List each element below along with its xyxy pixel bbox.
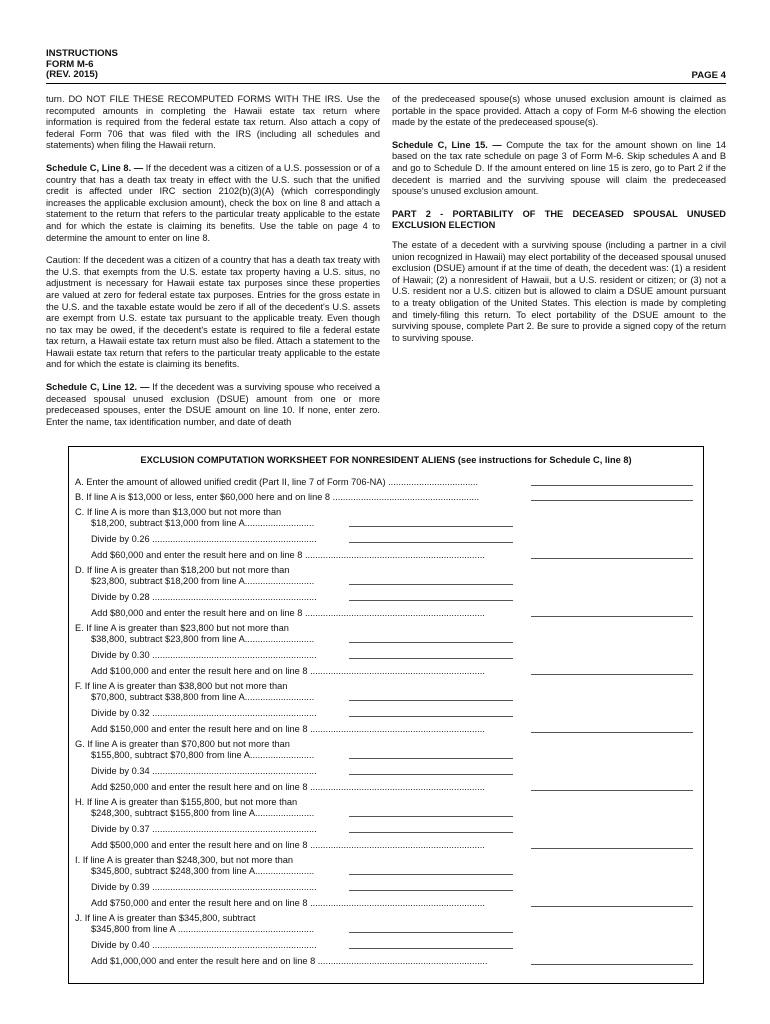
- answer-field-c[interactable]: [531, 558, 693, 559]
- paragraph-line-8: [46, 163, 380, 244]
- worksheet-line-i2: $345,800, subtract $248,300 from line A.......................: [91, 866, 315, 876]
- worksheet-line-h3: Divide by 0.37 ................................................................: [91, 824, 317, 834]
- worksheet-line-i3: Divide by 0.39 ................................................................: [91, 882, 317, 892]
- input-field-d-subtract[interactable]: [349, 584, 513, 585]
- answer-field-d[interactable]: [531, 616, 693, 617]
- input-field-e-divide[interactable]: [349, 658, 513, 659]
- worksheet-line-c3: Divide by 0.26 ................................................................: [91, 534, 317, 544]
- worksheet-line-e1: E. If line A is greater than $23,800 but not more than: [75, 623, 289, 633]
- answer-field-e[interactable]: [531, 674, 693, 675]
- worksheet-line-j4: Add $1,000,000 and enter the result here and on line 8 ..................................................................: [91, 956, 488, 966]
- worksheet-line-c2: $18,200, subtract $13,000 from line A...........................: [91, 518, 315, 528]
- worksheet-line-b: B. If line A is $13,000 or less, enter $60,000 here and on line 8 .........................................................: [75, 492, 480, 502]
- worksheet-line-c1: C. If line A is more than $13,000 but not more than: [75, 507, 282, 517]
- input-field-h-subtract[interactable]: [349, 816, 513, 817]
- answer-field-f[interactable]: [531, 732, 693, 733]
- subheading-line-8: Schedule C, Line 8. —: [46, 162, 144, 173]
- answer-field-h[interactable]: [531, 848, 693, 849]
- worksheet-line-j2: $345,800 from line A .....................................................: [91, 924, 315, 934]
- paragraph-caution: Caution: If the decedent was a citizen of a country that has a death tax treaty with the U.S. that exempts from the U.S. estate tax property having a U.S. situs, no adjustment is necessary for Hawaii estate tax purposes since these properties are valued at zero for federal estate tax purposes. Entries for the gross estate in the U.S. and the taxable estate would be zero if all of the decedent's U.S. assets are exempt from U.S. estate tax pursuant to the applicable treaty. Even though no tax may be owed, if the decedent's estate is required to file a federal estate tax return, a Hawaii estate tax return must also be filed. Attach a statement to the Hawaii estate tax return that refers to the particular treaty applicable to the estate and for which the estate is claiming its benefits.: [46, 255, 380, 370]
- input-field-f-divide[interactable]: [349, 716, 513, 717]
- worksheet-line-g3: Divide by 0.34 ................................................................: [91, 766, 317, 776]
- worksheet-line-e3: Divide by 0.30 ................................................................: [91, 650, 317, 660]
- worksheet-line-h1: H. If line A is greater than $155,800, but not more than: [75, 797, 298, 807]
- worksheet-line-g2: $155,800, subtract $70,800 from line A.........................: [91, 750, 315, 760]
- worksheet-line-e2: $38,800, subtract $23,800 from line A...........................: [91, 634, 315, 644]
- worksheet-line-g1: G. If line A is greater than $70,800 but not more than: [75, 739, 290, 749]
- input-field-d-divide[interactable]: [349, 600, 513, 601]
- line-15-text: Compute the tax for the amount shown on line 14 based on the tax rate schedule on page 3 of Form M-6. Skip schedules A and B and go to Schedule D. If the amount entered on line 15 is zero, go to Part 2 if the decedent is married and the surviving spouse will claim the predeceased spouse's unused exclusion amount.: [392, 139, 726, 197]
- input-field-h-divide[interactable]: [349, 832, 513, 833]
- worksheet-line-f4: Add $150,000 and enter the result here and on line 8 ....................................................................: [91, 724, 485, 734]
- input-field-j-divide[interactable]: [349, 948, 513, 949]
- answer-field-g[interactable]: [531, 790, 693, 791]
- input-field-c-subtract[interactable]: [349, 526, 513, 527]
- worksheet-line-f1: F. If line A is greater than $38,800 but not more than: [75, 681, 288, 691]
- input-field-c-divide[interactable]: [349, 542, 513, 543]
- worksheet-line-e4: Add $100,000 and enter the result here and on line 8 ....................................................................: [91, 666, 485, 676]
- line-8-text: If the decedent was a citizen of a U.S. possession or of a country that has a death tax treaty in effect with the U.S. such that the unified credit is affected under IRC section 2102(b)(3)(A) (which correspondingly increases the applicable exclusion amount), check the box on line 8 and attach a statement to the return that refers to the particular treaty applicable to the estate and for which the estate is claiming its benefits. Use the table on page 4 to determine the amount to enter on line 8.: [46, 162, 380, 243]
- worksheet-line-i1: I. If line A is greater than $248,300, but not more than: [75, 855, 294, 865]
- input-field-i-divide[interactable]: [349, 890, 513, 891]
- worksheet-line-d2: $23,800, subtract $18,200 from line A...........................: [91, 576, 315, 586]
- paragraph-portability: The estate of a decedent with a surviving spouse (including a partner in a civil union recognized in Hawaii) may elect portability of the deceased spousal unused exclusion (DSUE) amount if at the time of death, the decedent was: (1) a resident of Hawaii; (2) a nonresident of Hawaii, but a U.S. resident or citizen; or (3) not a U.S. resident nor a U.S. citizen but is allowed to claim a DSUE amount pursuant to a treaty obligation of the United States. This election is made by completing and timely-filing this return. To elect portability of the DSUE amount to the surviving spouse, complete Part 2. Be sure to provide a signed copy of the return to surviving spouse.: [392, 239, 726, 343]
- header-revision: (REV. 2015): [46, 69, 98, 81]
- left-column: [46, 94, 380, 439]
- worksheet-line-i4: Add $750,000 and enter the result here and on line 8 ....................................................................: [91, 898, 485, 908]
- worksheet-line-j3: Divide by 0.40 ................................................................: [91, 940, 317, 950]
- paragraph-line-15: [392, 140, 726, 198]
- worksheet-line-d3: Divide by 0.28 ................................................................: [91, 592, 317, 602]
- worksheet-line-h4: Add $500,000 and enter the result here and on line 8 ....................................................................: [91, 840, 485, 850]
- page-header: [46, 49, 726, 81]
- answer-field-a[interactable]: [531, 485, 693, 486]
- worksheet-line-d1: D. If line A is greater than $18,200 but not more than: [75, 565, 290, 575]
- input-field-g-divide[interactable]: [349, 774, 513, 775]
- subheading-line-12: Schedule C, Line 12. —: [46, 382, 150, 393]
- worksheet-line-j1: J. If line A is greater than $345,800, subtract: [75, 913, 256, 923]
- worksheet-line-d4: Add $80,000 and enter the result here and on line 8 ......................................................................: [91, 608, 485, 618]
- paragraph-predeceased: of the predeceased spouse(s) whose unused exclusion amount is claimed as portable in the space provided. Attach a copy of Form M-6 showing the election made by the estate of the predeceased spouse(s).: [392, 94, 726, 128]
- paragraph-line-12: [46, 382, 380, 428]
- header-instructions: INSTRUCTIONS: [46, 48, 118, 59]
- part-2-heading: PART 2 - PORTABILITY OF THE DECEASED SPOUSAL UNUSED EXCLUSION ELECTION: [392, 208, 726, 231]
- right-column: [392, 94, 726, 355]
- exclusion-worksheet: [68, 446, 704, 984]
- input-field-i-subtract[interactable]: [349, 874, 513, 875]
- input-field-j-subtract[interactable]: [349, 932, 513, 933]
- worksheet-title: EXCLUSION COMPUTATION WORKSHEET FOR NONRESIDENT ALIENS (see instructions for Schedule C, line 8): [140, 455, 632, 465]
- paragraph-recompute: turn. DO NOT FILE THESE RECOMPUTED FORMS WITH THE IRS. Use the recomputed amounts in completing the Hawaii estate tax return where information is required from the federal estate tax return. Also attach a copy of federal Form 706 that was filed with the IRS (including all schedules and statements) when filing the Hawaii return.: [46, 94, 380, 151]
- worksheet-line-f3: Divide by 0.32 ................................................................: [91, 708, 317, 718]
- line-12-text: If the decedent was a surviving spouse who received a deceased spousal unused exclusion (DSUE) amount from one or more predeceased spouses, enter the DSUE amount on line 10. If none, enter zero. Enter the name, tax identification number, and date of death: [46, 382, 380, 427]
- worksheet-line-g4: Add $250,000 and enter the result here and on line 8 ....................................................................: [91, 782, 485, 792]
- worksheet-line-a: A. Enter the amount of allowed unified credit (Part II, line 7 of Form 706-NA) ...................................: [75, 477, 479, 487]
- worksheet-line-h2: $248,300, subtract $155,800 from line A.......................: [91, 808, 315, 818]
- answer-field-b[interactable]: [531, 500, 693, 501]
- header-form: FORM M-6: [46, 58, 94, 70]
- page-number: PAGE 4: [691, 70, 726, 81]
- header-rule: [46, 83, 726, 84]
- input-field-f-subtract[interactable]: [349, 700, 513, 701]
- worksheet-line-f2: $70,800, subtract $38,800 from line A...........................: [91, 692, 315, 702]
- subheading-line-15: Schedule C, Line 15. —: [392, 139, 502, 150]
- input-field-g-subtract[interactable]: [349, 758, 513, 759]
- worksheet-line-c4: Add $60,000 and enter the result here and on line 8 ......................................................................: [91, 550, 485, 560]
- answer-field-i[interactable]: [531, 906, 693, 907]
- answer-field-j[interactable]: [531, 964, 693, 965]
- input-field-e-subtract[interactable]: [349, 642, 513, 643]
